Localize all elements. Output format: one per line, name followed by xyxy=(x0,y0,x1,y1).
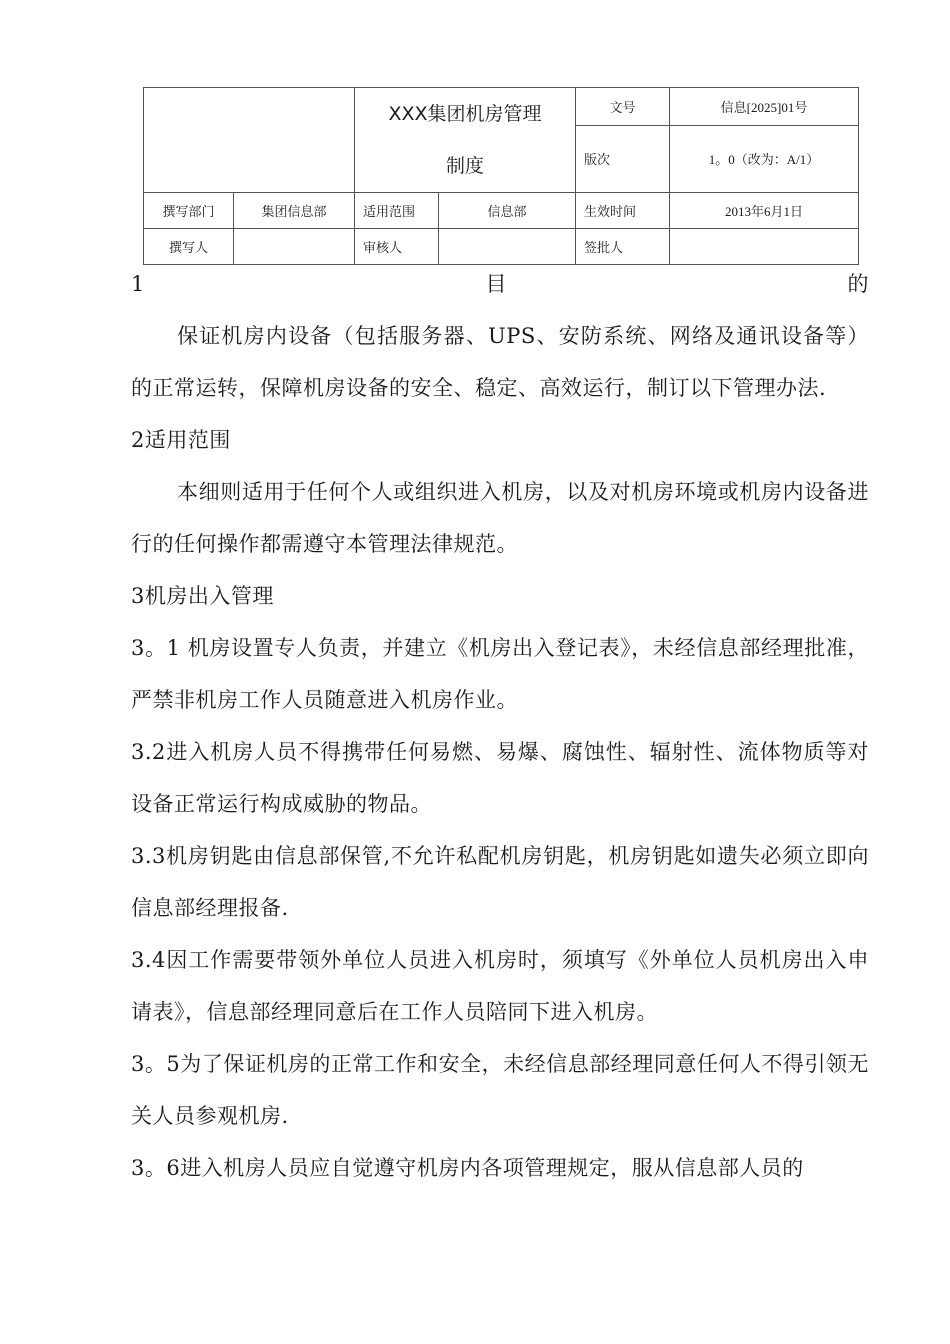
version-value: 1。0（改为：A/1） xyxy=(670,125,859,192)
approver-label: 签批人 xyxy=(576,229,670,265)
clause-3-2: 3.2进入机房人员不得携带任何易燃、易爆、腐蚀性、辐射性、流体物质等对设备正常运行构成威胁的物品。 xyxy=(131,740,869,816)
clause-3-6: 3。6进入机房人员应自觉遵守机房内各项管理规定，服从信息部人员的 xyxy=(131,1156,804,1180)
effective-label: 生效时间 xyxy=(576,193,670,229)
section-1-paragraph: 保证机房内设备（包括服务器、UPS、安防系统、网络及通讯设备等）的正常运转，保障机房设备的安全、稳定、高效运行，制订以下管理办法. xyxy=(131,324,869,400)
clause-3-4: 3.4因工作需要带领外单位人员进入机房时，须填写《外单位人员机房出入申请表》，信息部经理同意后在工作人员陪同下进入机房。 xyxy=(131,948,869,1024)
doc-no-value: 信息[2025]01号 xyxy=(670,88,859,126)
section-2-paragraph: 本细则适用于任何个人或组织进入机房，以及对机房环境或机房内设备进行的任何操作都需遵守本管理法律规范。 xyxy=(131,480,869,556)
dept-value: 集团信息部 xyxy=(234,193,355,229)
logo-cell xyxy=(144,88,355,193)
clause-3-3: 3.3机房钥匙由信息部保管,不允许私配机房钥匙，机房钥匙如遗失必须立即向信息部经理报备. xyxy=(131,844,869,920)
section-1-number: 1 xyxy=(131,272,145,296)
section-1-word-1: 目 xyxy=(485,272,507,296)
document-header-table xyxy=(143,87,859,265)
document-title xyxy=(355,88,576,193)
section-1-heading xyxy=(131,258,869,310)
doc-no-label: 文号 xyxy=(576,88,670,126)
effective-value: 2013年6月1日 xyxy=(670,193,859,229)
clause-3-5: 3。5为了保证机房的正常工作和安全，未经信息部经理同意任何人不得引领无关人员参观机房. xyxy=(131,1052,869,1128)
section-2-heading: 2适用范围 xyxy=(131,428,231,452)
scope-value: 信息部 xyxy=(439,193,576,229)
version-label: 版次 xyxy=(576,125,670,192)
clause-3-1: 3。1 机房设置专人负责，并建立《机房出入登记表》，未经信息部经理批准，严禁非机房工作人员随意进入机房作业。 xyxy=(131,636,869,712)
scope-label: 适用范围 xyxy=(355,193,439,229)
title-line-1: XXX集团机房管理 xyxy=(388,103,542,125)
document-body xyxy=(131,258,869,1194)
dept-label: 撰写部门 xyxy=(144,193,234,229)
reviewer-label: 审核人 xyxy=(355,229,439,265)
section-3-heading: 3机房出入管理 xyxy=(131,584,274,608)
title-line-2: 制度 xyxy=(445,155,484,177)
author-label: 撰写人 xyxy=(144,229,234,265)
section-1-word-2: 的 xyxy=(847,272,869,296)
